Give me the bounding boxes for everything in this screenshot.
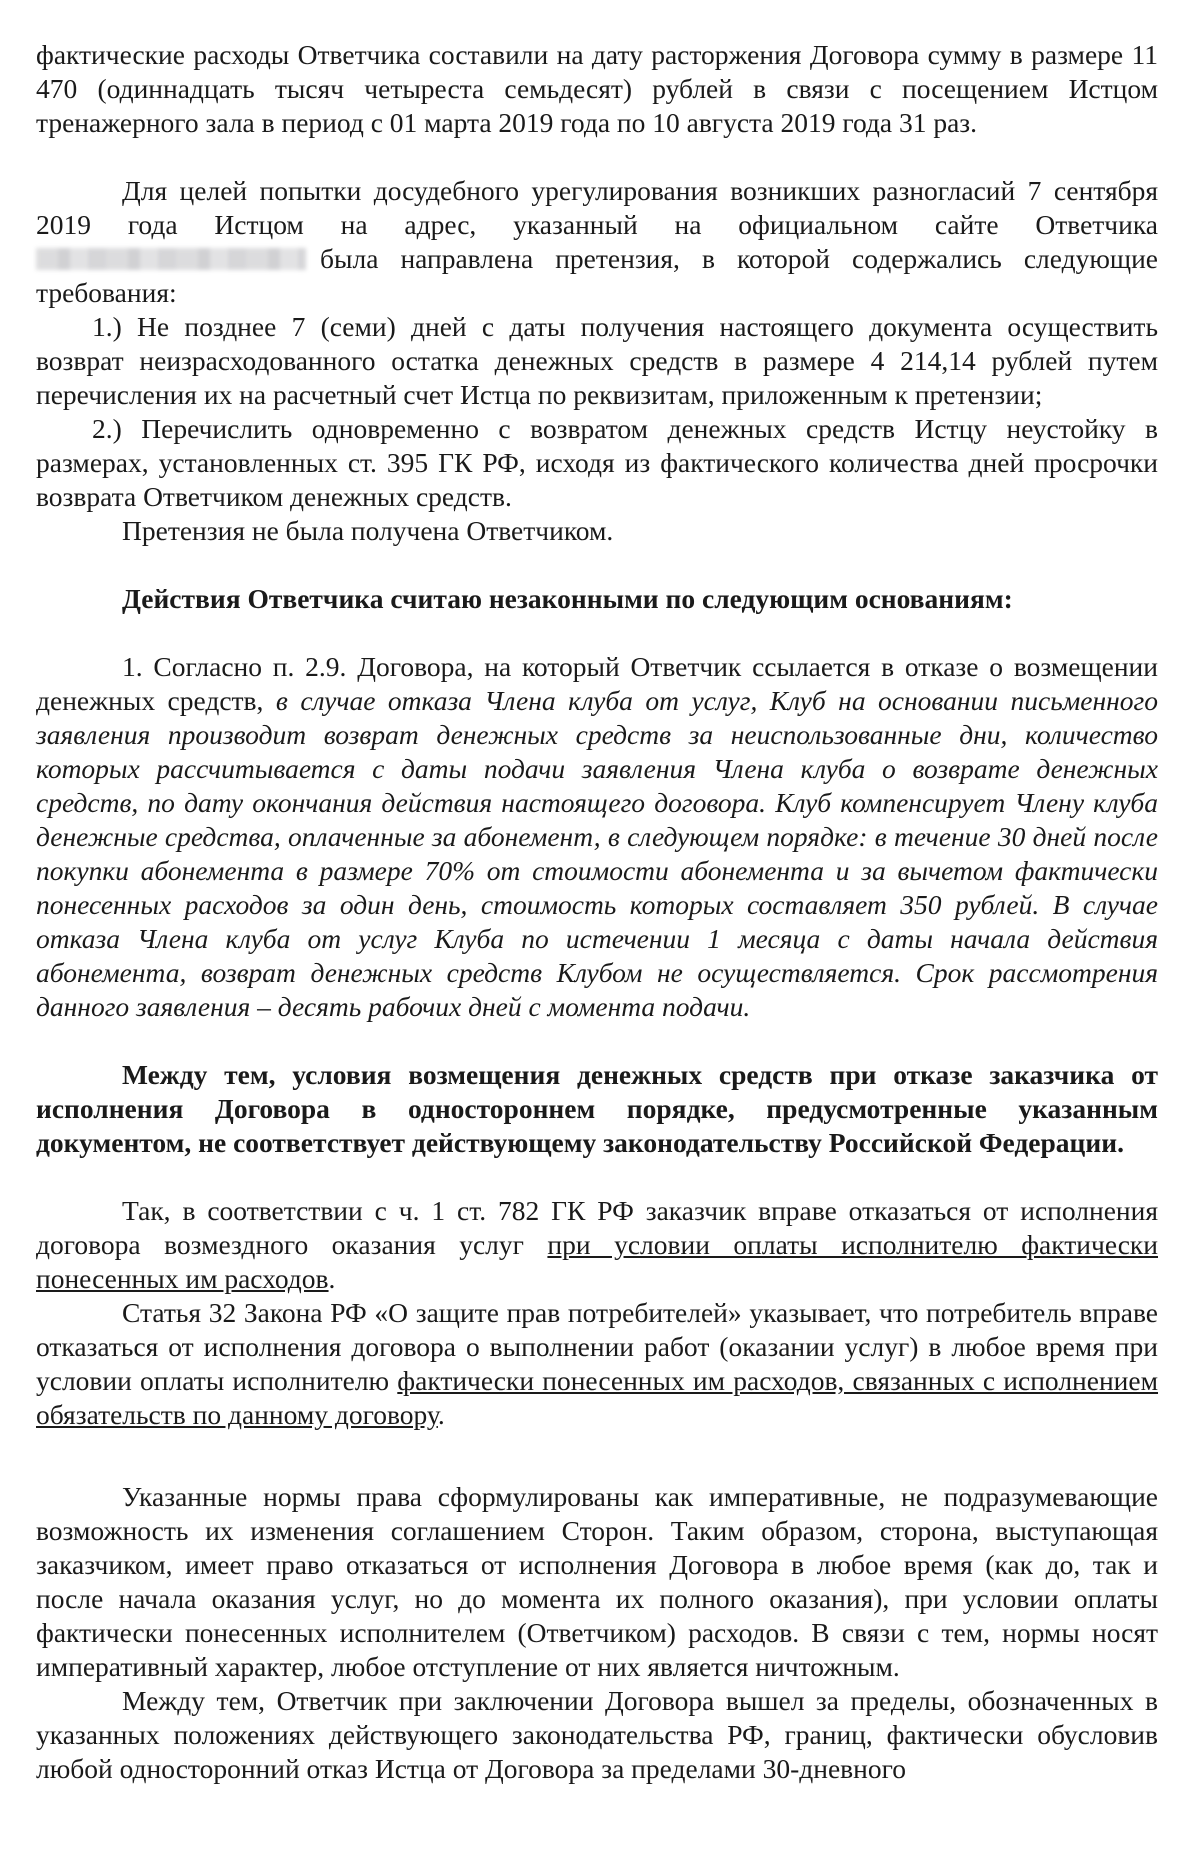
paragraph-consumer-law [36,1296,1158,1432]
clause-lead: 1. Согласно п. 2.9. Договора, на который Ответчик ссылается в отказе о возмещении денежных средств, [36,651,1158,716]
requirement-2: 2.) Перечислить одновременно с возвратом денежных средств Истцу неустойку в размерах, установленных ст. 395 ГК РФ, исходя из фактического количества дней просрочки возврата Ответчиком денежных средств. [36,413,1158,512]
paragraph-pretrial-text-a: Для целей попытки досудебного урегулирования возникших разногласий 7 сентября 2019 года Истцом на адрес, указанный на официальном сайте Ответчика [36,175,1158,240]
paragraph-defendant-limits: Между тем, Ответчик при заключении Договора вышел за пределы, обозначенных в указанных положениях действующего законодательства РФ, границ, фактически обусловив любой односторонний отказ Истца от Договора за пределами 30-дневного [36,1685,1158,1784]
paragraph-pretrial [36,174,1158,310]
redacted-website [36,248,306,270]
paragraph-imperative-norms: Указанные нормы права сформулированы как императивные, не подразумевающие возможность их изменения соглашением Сторон. Таким образом, сторона, выступающая заказчиком, имеет право отказаться от исполнения Договора в любое время (как до, так и после начала оказания услуг, но до момента их полного оказания), при условии оплаты фактически понесенных исполнителем (Ответчиком) расходов. В связи с тем, нормы носят императивный характер, любое отступление от них является ничтожным. [36,1481,1158,1682]
paragraph-civil-code [36,1194,1158,1296]
consumer-law-end: . [437,1399,445,1430]
consumer-law-lead: Статья 32 Закона РФ «О защите прав потребителей» указывает, что потребитель вправе отказаться от исполнения договора о выполнении работ (оказании услуг) в любое время при условии оплаты исполнителю [36,1297,1158,1396]
heading-inconsistency: Между тем, условия возмещения денежных средств при отказе заказчика от исполнения Договора в одностороннем порядке, предусмотренные указанным документом, не соответствует действующему законодательству Российской Федерации. [36,1059,1158,1158]
civil-code-underlined: при условии оплаты исполнителю фактически понесенных им расходов [36,1229,1158,1294]
paragraph-contract-clause [36,650,1158,1024]
civil-code-end: . [328,1263,336,1294]
civil-code-lead: Так, в соответствии с ч. 1 ст. 782 ГК РФ заказчик вправе отказаться от исполнения договора возмездного оказания услуг [36,1195,1158,1260]
consumer-law-underlined: фактически понесенных им расходов, связанных с исполнением обязательств по данному договору [36,1365,1159,1430]
requirement-1: 1.) Не позднее 7 (семи) дней с даты получения настоящего документа осуществить возврат неизрасходованного остатка денежных средств в размере 4 214,14 рублей путем перечисления их на расчетный счет Истца по реквизитам, приложенным к претензии; [36,311,1158,410]
heading-grounds: Действия Ответчика считаю незаконными по следующим основаниям: [122,583,1013,614]
paragraph-pretrial-text-b: была направлена претензия, в которой содержались следующие требования: [36,243,1158,308]
clause-quote: в случае отказа Члена клуба от услуг, Клуб на основании письменного заявления производит возврат денежных средств за неиспользованные дни, количество которых рассчитывается с даты подачи заявления Члена клуба о возврате денежных средств, по дату окончания действия настоящего договора. Клуб компенсирует Члену клуба денежные средства, оплаченные за абонемент, в следующем порядке: в течение 30 дней после покупки абонемента в размере 70% от стоимости абонемента и за вычетом фактически понесенных расходов за один день, стоимость которых составляет 350 рублей. В случае отказа Члена клуба от услуг Клуба по истечении 1 месяца с даты начала действия абонемента, возврат денежных средств Клубом не осуществляется. Срок рассмотрения данного заявления – десять рабочих дней с момента подачи. [36,685,1158,1022]
paragraph-claim-not-received: Претензия не была получена Ответчиком. [122,515,614,546]
paragraph-expenses: фактические расходы Ответчика составили на дату расторжения Договора сумму в размере 11 470 (одиннадцать тысяч четыреста семьдесят) рублей в связи с посещением Истцом тренажерного зала в период с 01 марта 2019 года по 10 августа 2019 года 31 раз. [36,39,1158,138]
